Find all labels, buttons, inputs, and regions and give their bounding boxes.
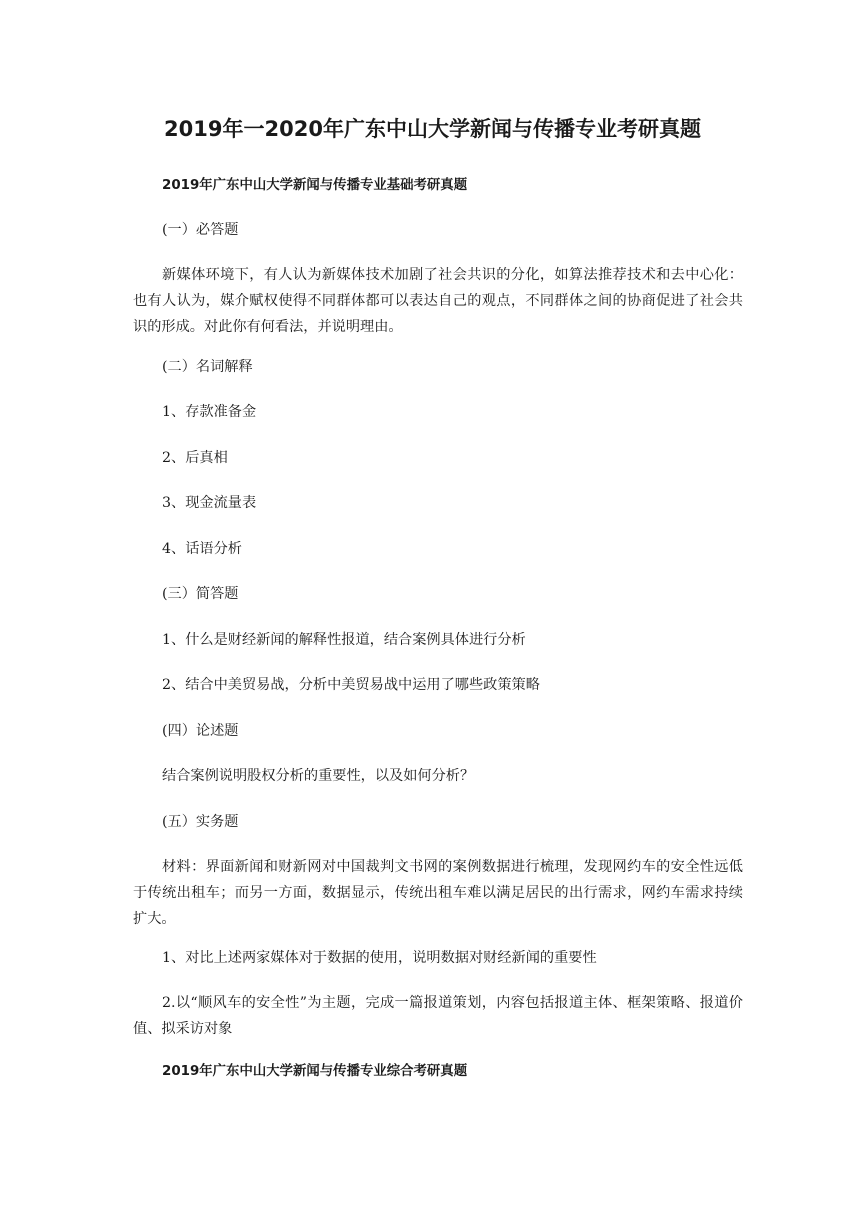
term-item: 2、后真相: [162, 450, 228, 466]
practice-material-text: 材料：界面新闻和财新网对中国裁判文书网的案例数据进行梳理，发现网约车的安全性远低于传统出租车；而另一方面，数据显示，传统出租车难以满足居民的出行需求，网约车需求持续扩大。: [133, 859, 743, 927]
part-label-terms: (二）名词解释: [162, 359, 253, 375]
part-label-essay: (四）论述题: [162, 723, 239, 739]
section-heading-basic: 2019年广东中山大学新闻与传播专业基础考研真题: [162, 178, 468, 193]
part-label-required: (一）必答题: [162, 222, 239, 238]
practice-item: 1、对比上述两家媒体对于数据的使用，说明数据对财经新闻的重要性: [162, 950, 597, 966]
term-item: 3、现金流量表: [162, 495, 257, 511]
essay-question-text: 结合案例说明股权分析的重要性，以及如何分析？: [162, 768, 475, 784]
short-answer-item: 1、什么是财经新闻的解释性报道，结合案例具体进行分析: [162, 632, 526, 648]
short-answer-item: 2、结合中美贸易战，分析中美贸易战中运用了哪些政策策略: [162, 677, 540, 693]
part-label-practice: (五）实务题: [162, 814, 239, 830]
term-item: 4、话语分析: [162, 541, 242, 557]
section-heading-comprehensive: 2019年广东中山大学新闻与传播专业综合考研真题: [162, 1064, 468, 1079]
part-label-short-answer: (三）简答题: [162, 586, 239, 602]
term-item: 1、存款准备金: [162, 404, 257, 420]
document-title: 2019年一2020年广东中山大学新闻与传播专业考研真题: [164, 117, 701, 141]
required-question-text: 新媒体环境下，有人认为新媒体技术加剧了社会共识的分化，如算法推荐技术和去中心化：也有人认为，媒介赋权使得不同群体都可以表达自己的观点，不同群体之间的协商促进了社会共识的形成。对此你有何看法，并说明理由。: [133, 267, 743, 335]
practice-item: 2.以“顺风车的安全性”为主题，完成一篇报道策划，内容包括报道主体、框架策略、报道价值、拟采访对象: [133, 995, 743, 1037]
